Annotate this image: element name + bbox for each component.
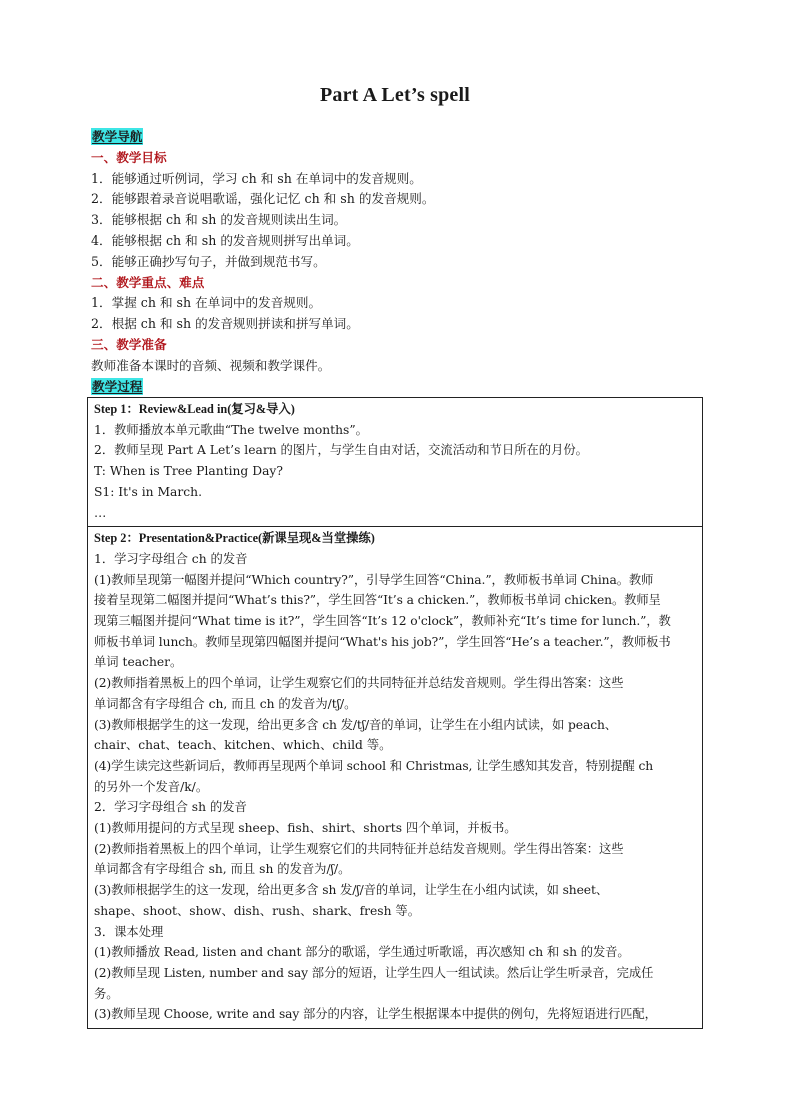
- step-line: (4)学生读完这些新词后，教师再呈现两个单词 school 和 Christmas, 让学生感知其发音，特别提醒 ch: [94, 758, 654, 773]
- step-line: 接着呈现第二幅图并提问“What’s this?”，学生回答“It’s a chicken.”，教师板书单词 chicken。教师呈: [94, 593, 661, 608]
- step-line: chair、chat、teach、kitchen、which、child 等。: [94, 738, 392, 753]
- step-line: (2)教师呈现 Listen, number and say 部分的短语，让学生四人一组试读。然后让学生听录音，完成任: [94, 965, 654, 980]
- step-line: 1．教师播放本单元歌曲“The twelve months”。: [94, 422, 368, 437]
- step-heading: Step 1：Review&Lead in(复习&导入): [94, 402, 295, 416]
- step-line: shape、shoot、show、dish、rush、shark、fresh 等。: [94, 903, 421, 918]
- step-line: …: [94, 505, 107, 520]
- section-heading: 二、教学重点、难点: [91, 274, 205, 290]
- step-line: T: When is Tree Planting Day?: [94, 464, 283, 479]
- lesson-intro: [91, 127, 703, 397]
- objective-item: 1．能够通过听例词，学习 ch 和 sh 在单词中的发音规则。: [91, 170, 422, 186]
- step-1-cell: [88, 398, 703, 527]
- process-label: 教学过程: [92, 378, 143, 394]
- step-row: [88, 398, 703, 527]
- step-line: 2．学习字母组合 sh 的发音: [94, 800, 247, 815]
- step-line: (3)教师呈现 Choose, write and say 部分的内容，让学生根据课本中提供的例句，先将短语进行匹配，: [94, 1007, 657, 1022]
- objective-item: 4．能够根据 ch 和 sh 的发音规则拼写出单词。: [91, 232, 359, 248]
- step-2-cell: [88, 527, 703, 1029]
- step-line: (1)教师呈现第一幅图并提问“Which country?”，引导学生回答“China.”，教师板书单词 China。教师: [94, 572, 654, 587]
- step-line: S1: It's in March.: [94, 484, 202, 499]
- guide-label: 教学导航: [92, 129, 143, 144]
- section-objectives: [91, 148, 703, 273]
- key-point-item: 1．掌握 ch 和 sh 在单词中的发音规则。: [91, 295, 322, 311]
- guide-row: [91, 127, 703, 148]
- key-point-item: 2．根据 ch 和 sh 的发音规则拼读和拼写单词。: [91, 316, 359, 332]
- section-preparation: [91, 335, 703, 377]
- step-line: (3)教师根据学生的这一发现，给出更多含 sh 发/ʃ/音的单词，让学生在小组内试读，如 sheet、: [94, 883, 609, 898]
- teaching-process-table: [87, 397, 703, 1029]
- step-line: 单词都含有字母组合 sh, 而且 sh 的发音为/ʃ/。: [94, 862, 351, 877]
- process-row: [91, 377, 703, 398]
- step-line: 单词 teacher。: [94, 655, 183, 670]
- preparation-item: 教师准备本课时的音频、视频和教学课件。: [91, 357, 331, 373]
- step-row: [88, 527, 703, 1029]
- step-line: 务。: [94, 986, 119, 1001]
- step-line: 3．课本处理: [94, 924, 164, 939]
- section-heading: 三、教学准备: [91, 336, 167, 352]
- step-line: (1)教师播放 Read, listen and chant 部分的歌谣，学生通过听歌谣，再次感知 ch 和 sh 的发音。: [94, 945, 630, 960]
- step-line: 2．教师呈现 Part A Let’s learn 的图片，与学生自由对话，交流活动和节日所在的月份。: [94, 443, 588, 458]
- objective-item: 3．能够根据 ch 和 sh 的发音规则读出生词。: [91, 212, 347, 228]
- objective-item: 5．能够正确抄写句子，并做到规范书写。: [91, 253, 326, 269]
- section-key-points: [91, 273, 703, 335]
- step-line: 的另外一个发音/k/。: [94, 779, 209, 794]
- step-line: (3)教师根据学生的这一发现，给出更多含 ch 发/tʃ/音的单词，让学生在小组内试读，如 peach、: [94, 717, 617, 732]
- step-line: (1)教师用提问的方式呈现 sheep、fish、shirt、shorts 四个单词，并板书。: [94, 821, 517, 836]
- section-heading: 一、教学目标: [91, 149, 167, 165]
- step-line: 师板书单词 lunch。教师呈现第四幅图并提问“What's his job?”，学生回答“He’s a teacher.”，教师板书: [94, 634, 671, 649]
- step-line: 单词都含有字母组合 ch, 而且 ch 的发音为/tʃ/。: [94, 696, 357, 711]
- step-line: 1．学习字母组合 ch 的发音: [94, 551, 248, 566]
- objective-item: 2．能够跟着录音说唱歌谣，强化记忆 ch 和 sh 的发音规则。: [91, 191, 435, 207]
- page-title: Part A Let’s spell: [319, 84, 471, 106]
- step-line: 现第三幅图并提问“What time is it?”，学生回答“It’s 12 o'clock”，教师补充“It’s time for lunch.”，教: [94, 614, 671, 629]
- step-heading: Step 2：Presentation&Practice(新课呈现&当堂操练): [94, 531, 375, 546]
- step-line: (2)教师指着黑板上的四个单词，让学生观察它们的共同特征并总结发音规则。学生得出答案：这些: [94, 841, 624, 856]
- step-line: (2)教师指着黑板上的四个单词，让学生观察它们的共同特征并总结发音规则。学生得出答案：这些: [94, 676, 624, 691]
